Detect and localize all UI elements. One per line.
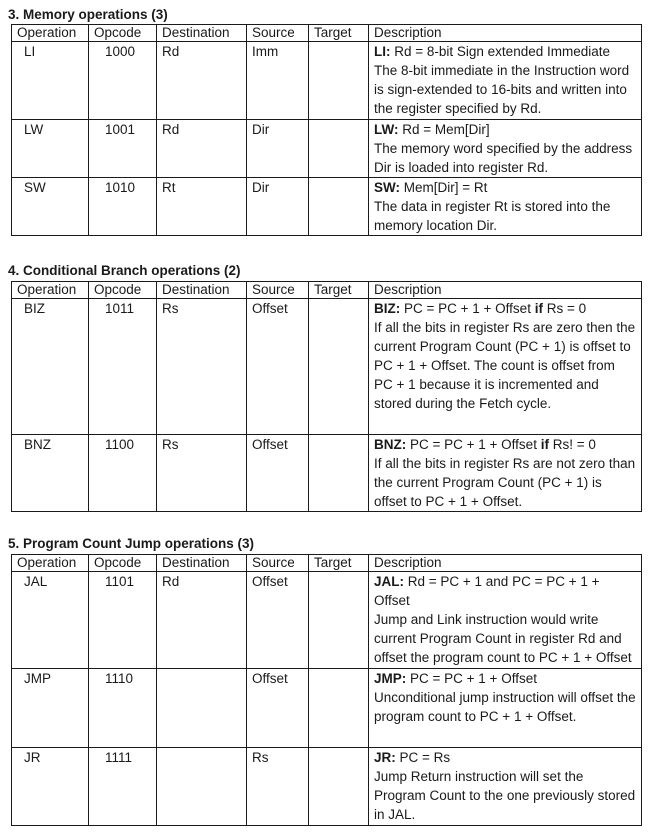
cell-description [369,178,642,236]
table-header-row [12,25,642,42]
desc-formula: PC = PC + 1 + Offset [400,301,535,316]
cell-destination [157,669,247,748]
desc-mnemonic: BNZ: [374,437,407,452]
desc-mnemonic: JMP: [374,671,407,686]
cell-source: Rs [247,748,309,826]
desc-condition: Rs = 0 [542,301,587,316]
cell-destination: Rs [157,299,247,435]
desc-keyword: if [534,301,543,316]
cell-operation: JR [12,748,89,826]
cell-target [309,748,369,826]
cell-target [309,178,369,236]
desc-mnemonic: SW: [374,180,400,195]
desc-keyword: if [540,437,549,452]
table-row [12,435,642,512]
col-header-description: Description [369,25,642,42]
col-header-target: Target [309,555,369,572]
desc-formula: PC = Rs [395,750,451,765]
col-header-description: Description [369,282,642,299]
cell-source: Imm [247,42,309,120]
desc-mnemonic: LW: [374,122,399,137]
cell-opcode: 1100 [89,435,157,512]
cell-target [309,299,369,435]
col-header-opcode: Opcode [89,25,157,42]
cell-operation: SW [12,178,89,236]
desc-mnemonic: JR: [374,750,396,765]
cell-source: Offset [247,435,309,512]
section-title-branch: 4. Conditional Branch operations (2) [8,263,241,278]
cell-source: Offset [247,572,309,669]
col-header-description: Description [369,555,642,572]
cell-target [309,120,369,178]
cell-opcode: 1001 [89,120,157,178]
cell-target [309,572,369,669]
col-header-operation: Operation [12,555,89,572]
cell-source: Dir [247,120,309,178]
col-header-source: Source [247,282,309,299]
jump-operations-table [11,554,642,826]
col-header-destination: Destination [157,25,247,42]
col-header-source: Source [247,25,309,42]
col-header-target: Target [309,282,369,299]
desc-formula: PC = PC + 1 + Offset [406,437,541,452]
table-row [12,572,642,669]
cell-operation: BNZ [12,435,89,512]
table-row [12,748,642,826]
desc-condition: Rs! = 0 [548,437,596,452]
memory-operations-table [11,24,642,236]
desc-formula: Rd = 8-bit Sign extended Immediate [390,44,611,59]
col-header-opcode: Opcode [89,282,157,299]
desc-formula: Mem[Dir] = Rt [400,180,488,195]
cell-description [369,669,642,748]
cell-operation: LI [12,42,89,120]
cell-description [369,572,642,669]
desc-mnemonic: LI: [374,44,391,59]
cell-description [369,120,642,178]
table-header-row [12,555,642,572]
cell-destination: Rs [157,435,247,512]
cell-source: Offset [247,299,309,435]
cell-target [309,669,369,748]
col-header-destination: Destination [157,282,247,299]
desc-text: The memory word specified by the address Dir is loaded into register Rd. [374,141,633,175]
col-header-destination: Destination [157,555,247,572]
desc-mnemonic: BIZ: [374,301,401,316]
desc-formula: Rd = PC + 1 and PC = PC + 1 + Offset [374,574,600,608]
cell-source: Offset [247,669,309,748]
col-header-source: Source [247,555,309,572]
cell-opcode: 1111 [89,748,157,826]
col-header-operation: Operation [12,282,89,299]
section-title-memory: 3. Memory operations (3) [8,7,168,22]
branch-operations-table [11,281,642,512]
table-row [12,669,642,748]
section-title-jump: 5. Program Count Jump operations (3) [8,536,255,551]
cell-opcode: 1110 [89,669,157,748]
desc-text: Jump Return instruction will set the Program Count to the one previously stored in JAL. [374,769,636,822]
desc-text: The data in register Rt is stored into the memory location Dir. [374,199,611,233]
desc-text: If all the bits in register Rs are zero then the current Program Count (PC + 1) is offset to PC + 1 + Offset. The count is offset from PC + 1 because it is incremented and stored during the Fetch cycle. [374,320,636,411]
cell-destination [157,748,247,826]
table-header-row [12,282,642,299]
col-header-operation: Operation [12,25,89,42]
desc-text: Unconditional jump instruction will offset the program count to PC + 1 + Offset. [374,690,636,724]
desc-formula: PC = PC + 1 + Offset [406,671,537,686]
desc-formula: Rd = Mem[Dir] [398,122,490,137]
cell-operation: JMP [12,669,89,748]
cell-operation: JAL [12,572,89,669]
cell-opcode: 1101 [89,572,157,669]
cell-opcode: 1000 [89,42,157,120]
col-header-opcode: Opcode [89,555,157,572]
table-row [12,42,642,120]
cell-destination: Rt [157,178,247,236]
desc-text: The 8-bit immediate in the Instruction word is sign-extended to 16-bits and written into the register specified by Rd. [374,63,630,116]
cell-opcode: 1010 [89,178,157,236]
cell-opcode: 1011 [89,299,157,435]
cell-operation: LW [12,120,89,178]
cell-description [369,42,642,120]
cell-destination: Rd [157,572,247,669]
table-row [12,120,642,178]
desc-text: If all the bits in register Rs are not zero than the current Program Count (PC + 1) is offset to PC + 1 + Offset. [374,456,636,509]
cell-destination: Rd [157,42,247,120]
cell-destination: Rd [157,120,247,178]
cell-target [309,42,369,120]
col-header-target: Target [309,25,369,42]
cell-target [309,435,369,512]
cell-description [369,748,642,826]
table-row [12,178,642,236]
desc-mnemonic: JAL: [374,574,404,589]
table-row [12,299,642,435]
desc-text: Jump and Link instruction would write current Program Count in register Rd and offset the program count to PC + 1 + Offset [374,612,632,665]
cell-description [369,299,642,435]
cell-operation: BIZ [12,299,89,435]
cell-source: Dir [247,178,309,236]
cell-description [369,435,642,512]
